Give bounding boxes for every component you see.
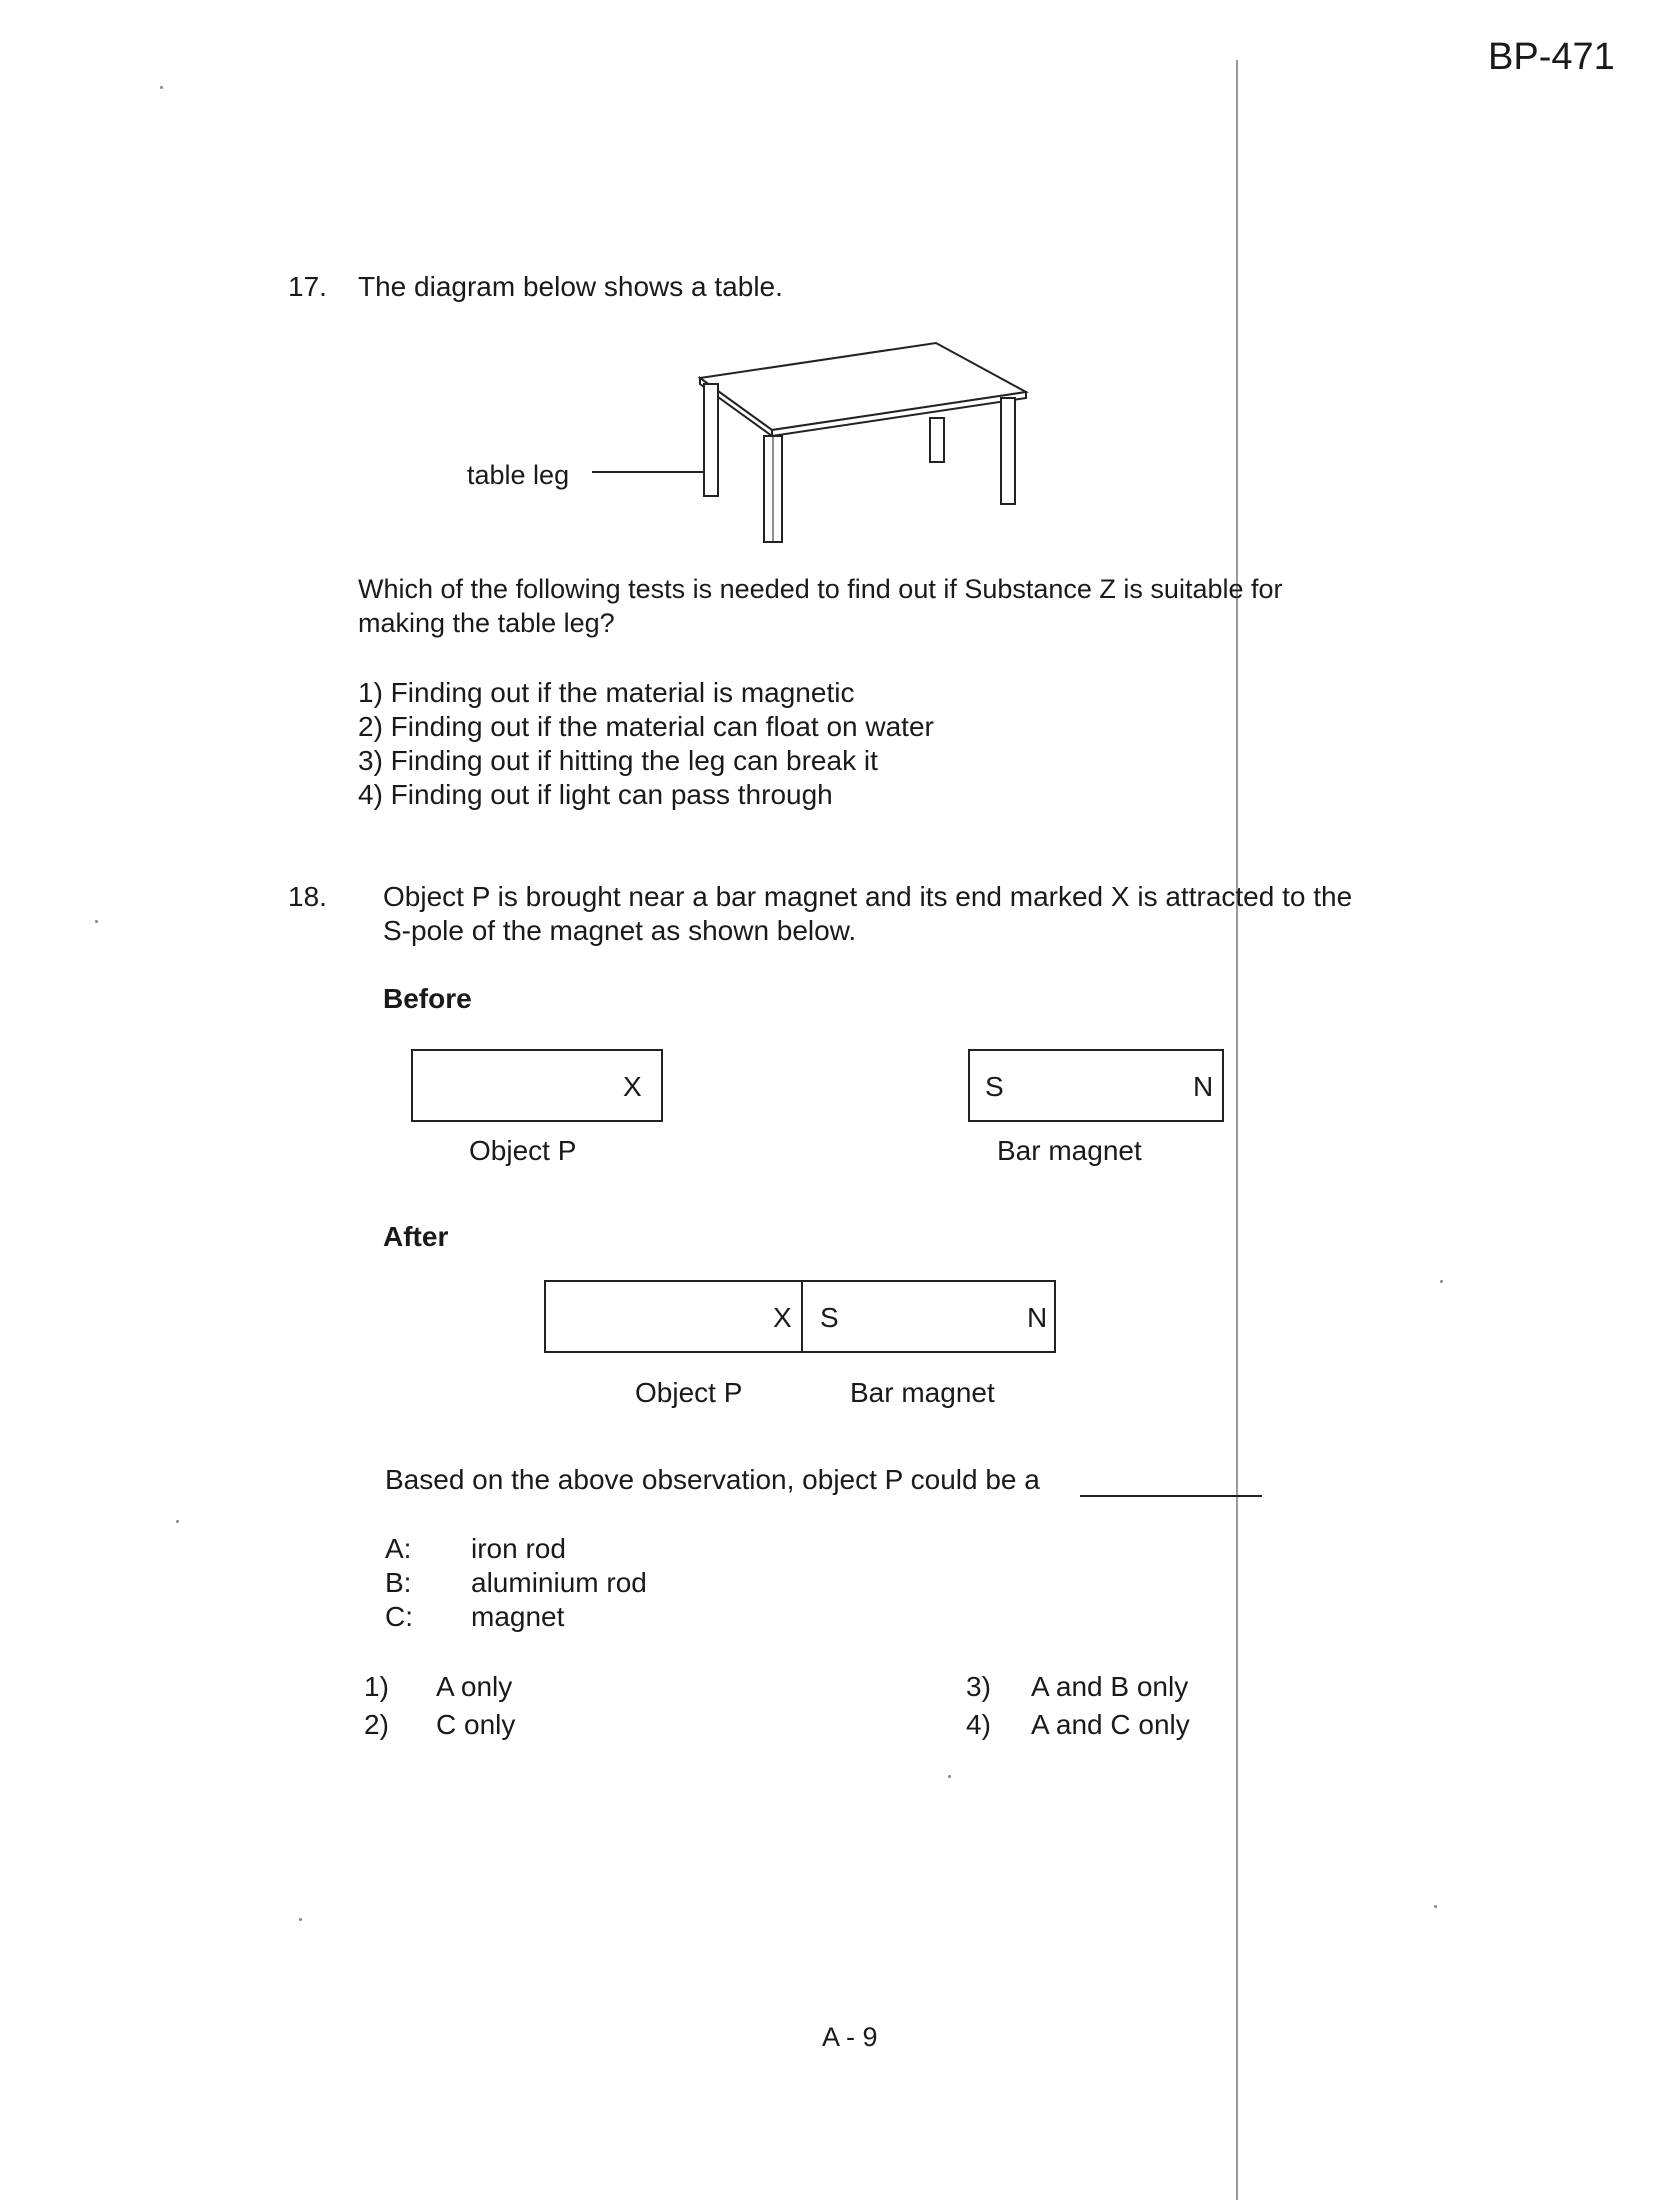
after-x-mark: X xyxy=(773,1302,792,1333)
choice-4-text: A and C only xyxy=(1031,1709,1190,1740)
after-n-mark: N xyxy=(1027,1302,1048,1333)
scan-speck xyxy=(160,86,163,89)
q18-prompt: Based on the above observation, object P could be a xyxy=(385,1464,1040,1495)
q17-option-2: 2) Finding out if the material can float on water xyxy=(358,711,934,742)
after-bar-magnet-box xyxy=(801,1280,1056,1353)
before-object-p-label: Object P xyxy=(469,1135,577,1166)
item-c-letter: C: xyxy=(385,1601,413,1632)
q17-option-1: 1) Finding out if the material is magnetic xyxy=(358,677,855,708)
q18-number: 18. xyxy=(288,881,327,912)
item-b-text: aluminium rod xyxy=(471,1567,647,1598)
before-n-mark: N xyxy=(1193,1071,1214,1102)
q17-intro: The diagram below shows a table. xyxy=(358,271,783,302)
scan-speck xyxy=(95,920,98,923)
item-c-text: magnet xyxy=(471,1601,565,1632)
choice-1-text: A only xyxy=(436,1671,513,1702)
answer-blank xyxy=(1080,1495,1262,1497)
q18-line1: Object P is brought near a bar magnet and its end marked X is attracted to the xyxy=(383,881,1353,912)
item-a-text: iron rod xyxy=(471,1533,566,1564)
q17-option-3: 3) Finding out if hitting the leg can break it xyxy=(358,745,878,776)
scan-speck xyxy=(176,1520,179,1523)
scan-speck xyxy=(1434,1905,1437,1908)
page-number: A - 9 xyxy=(822,2022,878,2052)
before-bar-magnet-label: Bar magnet xyxy=(997,1135,1142,1166)
scan-speck xyxy=(1440,1280,1443,1283)
q17-number: 17. xyxy=(288,271,327,302)
after-object-p-box xyxy=(544,1280,803,1353)
table-leg-label: table leg xyxy=(467,460,570,490)
q18-line2: S-pole of the magnet as shown below. xyxy=(383,915,857,946)
after-object-p-label: Object P xyxy=(635,1377,743,1408)
after-s-mark: S xyxy=(820,1302,839,1333)
page-code: BP-471 xyxy=(1488,36,1615,78)
before-s-mark: S xyxy=(985,1071,1004,1102)
scan-speck xyxy=(948,1775,951,1778)
before-heading: Before xyxy=(383,983,472,1014)
after-bar-magnet-label: Bar magnet xyxy=(850,1377,995,1408)
before-bar-magnet-box xyxy=(968,1049,1224,1122)
choice-2-text: C only xyxy=(436,1709,516,1740)
before-x-mark: X xyxy=(623,1071,642,1102)
q17-option-4: 4) Finding out if light can pass through xyxy=(358,779,833,810)
q17-question-line2: making the table leg? xyxy=(358,608,615,638)
choice-3-num: 3) xyxy=(966,1671,991,1702)
choice-3-text: A and B only xyxy=(1031,1671,1189,1702)
choice-2-num: 2) xyxy=(364,1709,389,1740)
item-b-letter: B: xyxy=(385,1567,412,1598)
after-heading: After xyxy=(383,1221,449,1252)
choice-4-num: 4) xyxy=(966,1709,991,1740)
scan-speck xyxy=(299,1918,302,1921)
item-a-letter: A: xyxy=(385,1533,412,1564)
q17-question-line1: Which of the following tests is needed to find out if Substance Z is suitable for xyxy=(358,574,1283,604)
choice-1-num: 1) xyxy=(364,1671,389,1702)
